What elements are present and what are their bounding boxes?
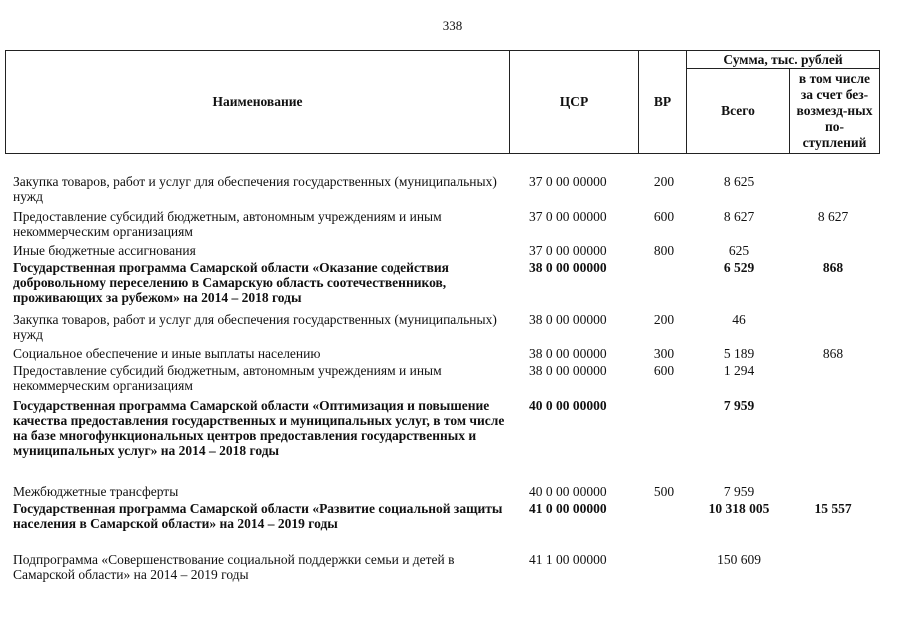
row-name: Закупка товаров, работ и услуг для обеспечения государственных (муниципальных) нужд xyxy=(13,174,497,204)
row-vr: 200 xyxy=(653,312,675,327)
header-vr: ВР xyxy=(653,94,672,109)
row-csr: 37 0 00 00000 xyxy=(529,174,607,189)
row-total: 625 xyxy=(728,243,750,258)
row-name: Предоставление субсидий бюджетным, автономным учреждениям и иным некоммерческим организациям xyxy=(13,209,442,239)
row-name: Подпрограмма «Совершенствование социальной поддержки семьи и детей в Самарской области» на 2014 – 2019 годы xyxy=(13,552,455,582)
row-csr: 38 0 00 00000 xyxy=(529,260,607,275)
row-csr: 40 0 00 00000 xyxy=(529,484,607,499)
row-total: 10 318 005 xyxy=(708,501,770,516)
header-sum-group: Сумма, тыс. рублей xyxy=(723,51,843,67)
row-name: Государственная программа Самарской области «Оказание содействия добровольному переселению в Самарскую область соотечественников, проживающих за рубежом» на 2014 – 2018 годы xyxy=(13,260,449,305)
row-total: 1 294 xyxy=(723,363,755,378)
row-total: 46 xyxy=(732,312,746,327)
row-vr: 600 xyxy=(653,209,675,224)
row-name: Государственная программа Самарской области «Развитие социальной защиты населения в Самарской области» на 2014 – 2019 годы xyxy=(13,501,503,531)
row-total: 8 627 xyxy=(723,209,755,224)
header-csr: ЦСР xyxy=(559,94,589,109)
row-csr: 40 0 00 00000 xyxy=(529,398,607,413)
row-grant: 8 627 xyxy=(817,209,849,224)
row-name: Закупка товаров, работ и услуг для обеспечения государственных (муниципальных) нужд xyxy=(13,312,497,342)
row-total: 6 529 xyxy=(723,260,755,275)
row-csr: 38 0 00 00000 xyxy=(529,346,607,361)
page-number: 338 xyxy=(442,18,463,33)
row-name: Государственная программа Самарской области «Оптимизация и повышение качества предоставления государственных и муниципальных услуг, в том числе на базе многофункциональных центров предоставления государственных и муниципальных услуг» на 2014 – 2018 годы xyxy=(13,398,505,458)
row-total: 5 189 xyxy=(723,346,755,361)
row-csr: 41 1 00 00000 xyxy=(529,552,607,567)
row-vr: 500 xyxy=(653,484,675,499)
row-grant: 868 xyxy=(822,346,844,361)
row-vr: 800 xyxy=(653,243,675,258)
row-name: Иные бюджетные ассигнования xyxy=(13,243,196,258)
row-grant: 868 xyxy=(822,260,844,275)
row-csr: 41 0 00 00000 xyxy=(529,501,607,516)
row-total: 7 959 xyxy=(723,484,755,499)
row-name: Межбюджетные трансферты xyxy=(13,484,179,499)
row-total: 7 959 xyxy=(723,398,755,413)
row-csr: 37 0 00 00000 xyxy=(529,209,607,224)
header-total: Всего xyxy=(721,103,755,118)
header-grant: в том числе за счет без-возмезд-ных по-ступлений xyxy=(796,71,873,150)
row-total: 150 609 xyxy=(717,552,761,567)
row-vr: 600 xyxy=(653,363,675,378)
row-total: 8 625 xyxy=(723,174,755,189)
row-vr: 300 xyxy=(653,346,675,361)
row-name: Социальное обеспечение и иные выплаты населению xyxy=(13,346,321,361)
row-grant: 15 557 xyxy=(814,501,852,516)
row-csr: 38 0 00 00000 xyxy=(529,312,607,327)
row-vr: 200 xyxy=(653,174,675,189)
header-name: Наименование xyxy=(212,94,303,109)
row-name: Предоставление субсидий бюджетным, автономным учреждениям и иным некоммерческим организациям xyxy=(13,363,442,393)
row-csr: 38 0 00 00000 xyxy=(529,363,607,378)
row-csr: 37 0 00 00000 xyxy=(529,243,607,258)
